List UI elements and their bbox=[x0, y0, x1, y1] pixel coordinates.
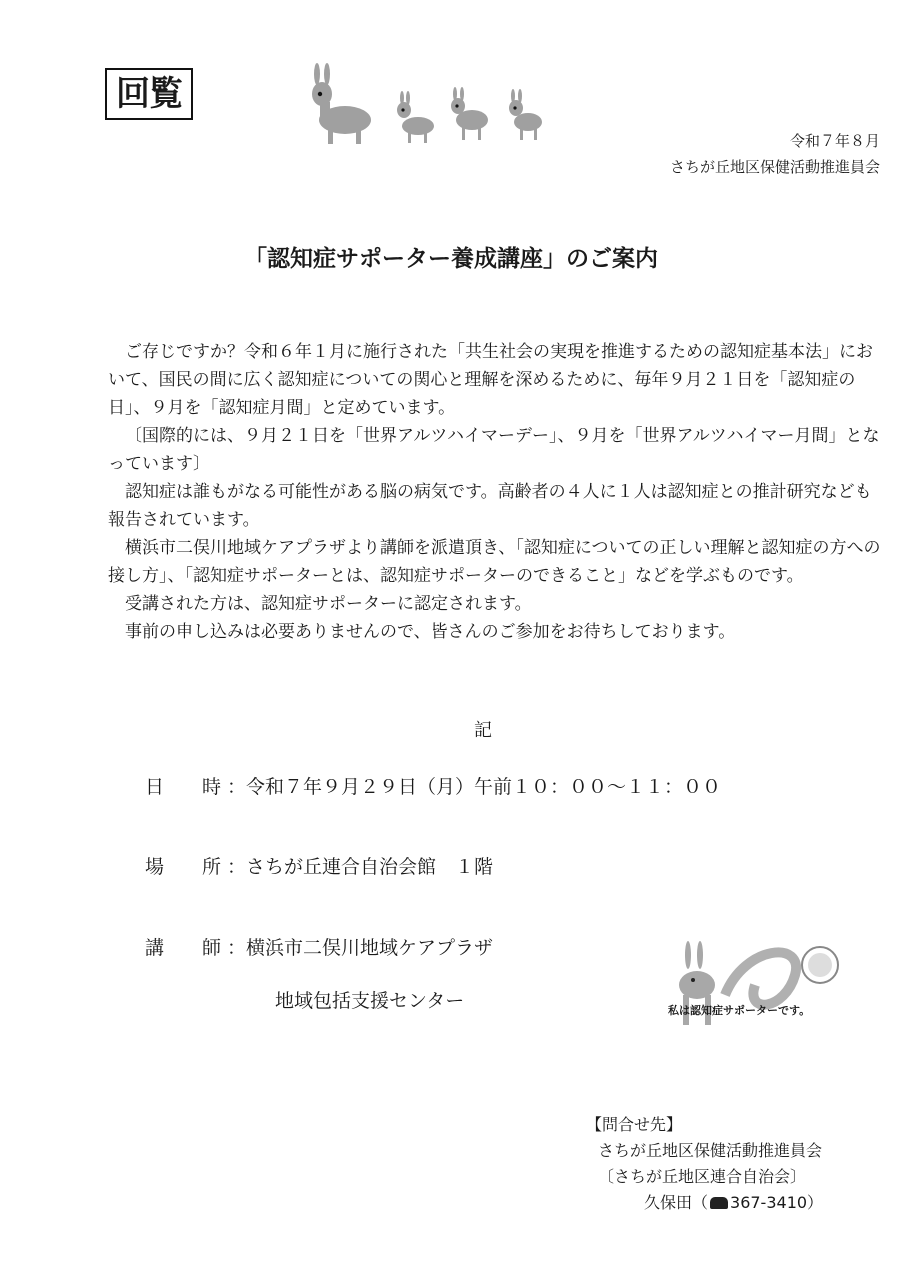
place-row bbox=[145, 852, 493, 879]
paragraph-registration: 事前の申し込みは必要ありませんので、皆さんのご参加をお待ちしております。 bbox=[125, 622, 736, 642]
datetime-label: 日 時 bbox=[145, 776, 222, 798]
lecturer-value: ：横浜市二俣川地域ケアプラザ bbox=[227, 937, 494, 959]
place-value: ：さちが丘連合自治会館 １階 bbox=[227, 856, 494, 878]
page-title: 「認知症サポーター養成講座」のご案内 bbox=[244, 246, 658, 272]
lecturer-row bbox=[145, 933, 493, 960]
issuer-organization: さちが丘地区保健活動推進員会 bbox=[669, 158, 880, 176]
contact-organization: さちが丘地区保健活動推進員会 bbox=[598, 1141, 823, 1160]
place-label: 場 所 bbox=[145, 856, 222, 878]
lecturer-label: 講 師 bbox=[145, 937, 222, 959]
contact-sub-organization: 〔さちが丘地区連合自治会〕 bbox=[598, 1167, 807, 1186]
supporter-badge-text: 私は認知症サポーターです。 bbox=[668, 1004, 811, 1017]
paragraph-intro: ご存じですか？令和６年１月に施行された「共生社会の実現を推進するための認知症基本法」において、国民の間に広く認知症についての関心と理解を深めるために、毎年９月２１日を「認知症の日」、９月を「認知症月間」と定めています。 bbox=[108, 342, 873, 418]
datetime-value: ：令和７年９月２９日（月）午前１０：００～１１：００ bbox=[227, 776, 722, 798]
donkey-illustration bbox=[300, 62, 560, 152]
issue-date: 令和７年８月 bbox=[789, 132, 880, 150]
lecturer-value-2: 地域包括支援センター bbox=[275, 990, 465, 1012]
contact-phone: 367-3410） bbox=[730, 1193, 824, 1212]
supporter-badge-illustration bbox=[655, 935, 845, 1045]
body-text bbox=[108, 338, 888, 646]
paragraph-certification: 受講された方は、認知症サポーターに認定されます。 bbox=[125, 594, 532, 614]
paragraph-international: 〔国際的には、９月２１日を「世界アルツハイマーデー」、９月を「世界アルツハイマー月間」となっています〕 bbox=[108, 426, 880, 474]
contact-block bbox=[586, 1112, 823, 1216]
paragraph-lecture: 横浜市二俣川地域ケアプラザより講師を派遣頂き、「認知症についての正しい理解と認知症の方への接し方」、「認知症サポーターとは、認知症サポーターのできること」などを学ぶものです。 bbox=[108, 538, 881, 586]
contact-heading: 【問合せ先】 bbox=[586, 1115, 683, 1134]
contact-person: 久保田（ 367-3410） bbox=[644, 1193, 824, 1212]
telephone-icon bbox=[710, 1197, 728, 1209]
paragraph-disease: 認知症は誰もがなる可能性がある脳の病気です。高齢者の４人に１人は認知症との推計研究なども報告されています。 bbox=[108, 482, 872, 530]
ki-heading: 記 bbox=[474, 720, 492, 741]
circular-stamp: 回覧 bbox=[105, 68, 193, 120]
datetime-row bbox=[145, 772, 721, 799]
